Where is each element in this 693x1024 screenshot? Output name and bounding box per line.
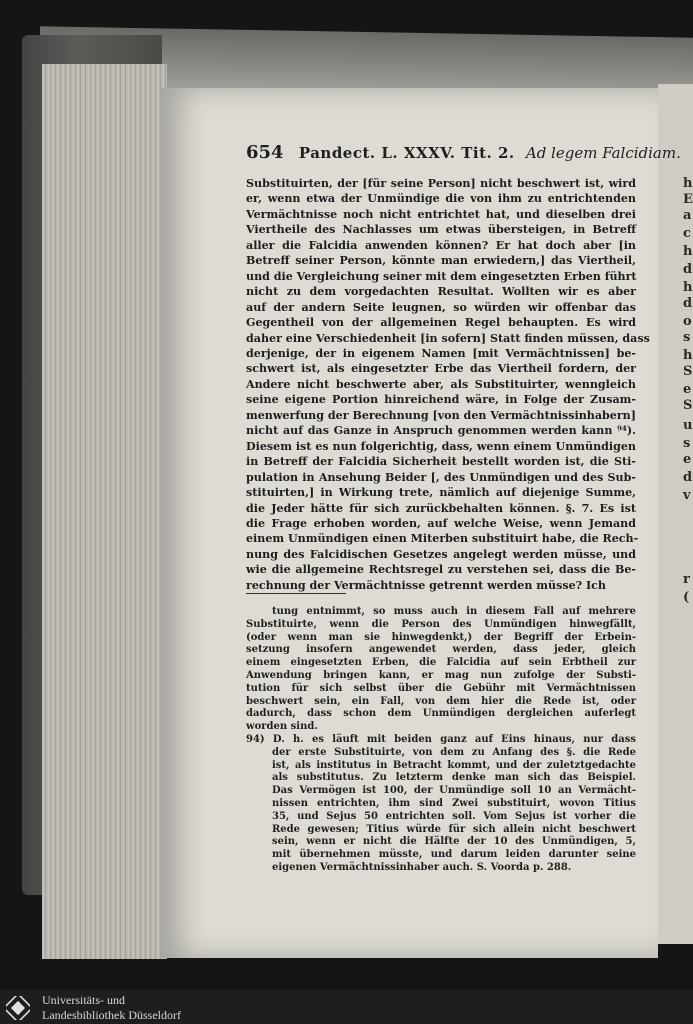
text-line: pulation in Ansehung Beider [, des Unmündigen und des Sub- [246, 470, 636, 484]
facing-page-letter: h [683, 176, 693, 191]
text-line: Betreff seiner Person, könnte man erwiedern,] das Viertheil, [246, 254, 636, 268]
footnote-line: Anwendung bringen kann, er mag nun zufolge der Substi- [246, 669, 636, 681]
footnote-line: dadurch, dass schon dem Unmündigen dergleichen auferlegt [246, 708, 636, 720]
footnote-line: einem eingesetzten Erben, die Falcidia auf sein Erbtheil zur [246, 657, 636, 669]
facing-page-letter: e [683, 452, 692, 467]
facing-page-letter: h [683, 280, 693, 295]
facing-page-letter: a [683, 208, 692, 223]
footnotes [246, 606, 636, 875]
facing-page-letter: e [683, 382, 692, 397]
facing-page-letter: s [683, 330, 691, 345]
facing-page-letter: h [683, 244, 693, 259]
text-line: nicht auf das Ganze in Anspruch genommen werden kann ⁹⁴). [246, 424, 636, 438]
text-line: Andere nicht beschwerte aber, als Substituirter, wenngleich [246, 377, 636, 391]
text-line: daher eine Verschiedenheit [in sofern] Statt finden müssen, dass [246, 331, 650, 345]
text-line: die Jeder hätte für sich zurückbehalten können. §. 7. Es ist [246, 501, 636, 515]
text-line: menwerfung der Berechnung [von den Vermächtnissinhabern] [246, 408, 636, 422]
footnote-line: eigenen Vermächtnissinhaber auch. S. Voorda p. 288. [272, 861, 572, 873]
text-line: nicht zu dem vorgedachten Resultat. Wollten wir es aber [246, 285, 636, 299]
page-header [246, 142, 681, 164]
text-line: er, wenn etwa der Unmündige die von ihm zu entrichtenden [246, 192, 636, 206]
text-line: wie die allgemeine Rechtsregel zu verstehen sei, dass die Be- [246, 563, 636, 577]
footnote-line: Substituirte, wenn die Person des Unmündigen hinwegfällt, [246, 618, 636, 630]
facing-page-letter: c [683, 226, 691, 241]
library-logo-icon [6, 996, 30, 1020]
footnote-line: mit übernehmen müsste, und darum leiden darunter seine [272, 849, 636, 861]
footnote-line: beschwert sein, ein Fall, von dem hier die Rede ist, oder [246, 695, 636, 707]
facing-page-letter: u [683, 418, 693, 433]
section-title: Ad legem Falcidiam. [525, 144, 681, 162]
facing-page-letter: E [683, 192, 693, 207]
book-reference: Pandect. L. XXXV. Tit. 2. [298, 144, 515, 162]
footnote-line: 94) D. h. es läuft mit beiden ganz auf Eins hinaus, nur dass [246, 733, 636, 745]
text-line: Diesem ist es nun folgerichtig, dass, wenn einem Unmündigen [246, 439, 636, 453]
footnote-line: nissen entrichten, ihm sind Zwei substituirt, wovon Titius [272, 797, 636, 809]
page-edges [42, 64, 167, 959]
footnote-line: tung entnimmt, so muss auch in diesem Fall auf mehrere [272, 606, 636, 617]
page-number: 654 [246, 142, 284, 163]
text-line: Substituirten, der [für seine Person] nicht beschwert ist, wird [246, 177, 636, 190]
text-line: nung des Falcidischen Gesetzes angelegt werden müsse, und [246, 547, 636, 561]
text-line: Gegentheil von der allgemeinen Regel behaupten. Es wird [246, 316, 636, 330]
facing-page-letter: ( [683, 590, 690, 605]
facing-page-letter: h [683, 348, 693, 363]
facing-page-letter: d [683, 262, 693, 277]
library-name-line2: Landesbibliothek Düsseldorf [42, 1008, 181, 1022]
footnote-line: 35, und Sejus 50 entrichten soll. Vom Sejus ist vorher die [272, 810, 636, 822]
text-line: einem Unmündigen einen Miterben substituirt habe, die Rech- [246, 532, 639, 546]
footnote-line: ist, als institutus in Betracht kommt, und der zuletztgedachte [272, 759, 636, 771]
facing-page-letter: r [683, 572, 690, 587]
footnote-line: sein, wenn er nicht die Hälfte der 10 des Unmündigen, 5, [272, 836, 636, 848]
facing-page-letter: o [683, 314, 692, 329]
facing-page-letter: S [683, 398, 693, 413]
library-name [42, 993, 181, 1023]
text-line: und die Vergleichung seiner mit dem eingesetzten Erben führt [246, 269, 637, 283]
main-text [246, 176, 650, 593]
facing-page-letter: d [683, 296, 693, 311]
text-line: die Frage erhoben worden, auf welche Weise, wenn Jemand [246, 516, 636, 530]
facing-page-letter: s [683, 436, 691, 451]
facing-page-letter: S [683, 364, 693, 379]
facing-page-letter: d [683, 470, 693, 485]
footnote-line: (oder wenn man sie hinwegdenkt,) der Begriff der Erbein- [246, 631, 636, 643]
text-line: seine eigene Portion hinreichend wäre, in Folge der Zusam- [246, 393, 636, 407]
footnote-line: als substitutus. Zu letzterm denke man sich das Beispiel. [272, 772, 636, 784]
text-line: rechnung der Vermächtnisse getrennt werden müsse? Ich [246, 578, 606, 592]
footnote-line: setzung insofern angewendet werden, dass jeder, gleich [246, 644, 636, 656]
footnote-line: worden sind. [246, 721, 318, 733]
text-line: stituirten,] in Wirkung trete, nämlich auf diejenige Summe, [246, 486, 636, 500]
facing-page-letter: v [683, 488, 691, 503]
text-line: in Betreff der Falcidia Sicherheit bestellt worden ist, die Sti- [246, 455, 636, 469]
text-line: aller die Falcidia anwenden können? Er hat doch aber [in [246, 238, 636, 252]
footnote-line: tution für sich selbst über die Gebühr mit Vermächtnissen [246, 682, 636, 694]
footnote-line: der erste Substituirte, von dem zu Anfang des §. die Rede [272, 746, 636, 758]
text-line: schwert ist, als eingesetzter Erbe das Viertheil fordern, der [246, 362, 636, 376]
footnote-rule [246, 593, 346, 594]
text-line: auf der andern Seite leugnen, so würden wir offenbar das [246, 300, 636, 314]
library-name-line1: Universitäts- und [42, 993, 125, 1007]
footnote-line: Rede gewesen; Titius würde für sich allein nicht beschwert [272, 823, 636, 835]
footnote-line: Das Vermögen ist 100, der Unmündige soll 10 an Vermächt- [272, 785, 636, 797]
text-line: Viertheile des Nachlasses um etwas übersteigen, in Betreff [246, 223, 636, 237]
text-line: Vermächtnisse noch nicht entrichtet hat, und dieselben drei [246, 207, 636, 221]
text-line: derjenige, der in eigenem Namen [mit Vermächtnissen] be- [246, 346, 636, 360]
